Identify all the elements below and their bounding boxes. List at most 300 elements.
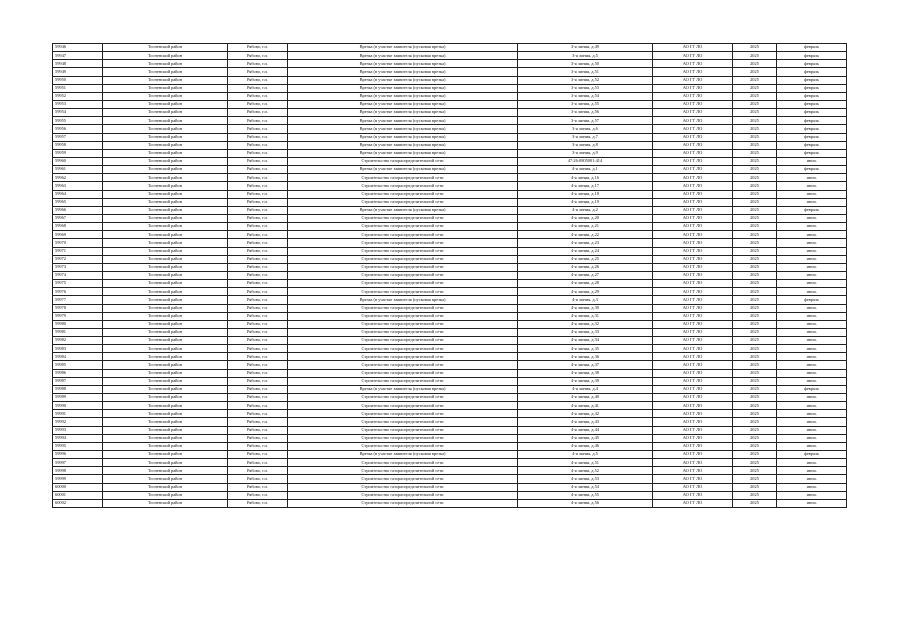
district-cell: Тосненский район: [103, 125, 228, 133]
table-row: [53, 133, 847, 141]
address-cell: 3-я линия, д.9: [518, 149, 653, 157]
work-type-cell: Строительство газораспределительной сети: [288, 288, 518, 296]
district-cell: Тосненский район: [103, 328, 228, 336]
year-cell: 2025: [733, 499, 777, 507]
settlement-cell: Рябово, г.п.: [228, 247, 288, 255]
district-cell: Тосненский район: [103, 182, 228, 190]
work-type-cell: Врезка (в участке заявителя (пусковая врезка): [288, 44, 518, 52]
district-cell: Тосненский район: [103, 467, 228, 475]
work-type-cell: Строительство газораспределительной сети: [288, 190, 518, 198]
row-id-cell: 59979: [53, 312, 103, 320]
settlement-cell: Рябово, г.п.: [228, 410, 288, 418]
contractor-cell: АО ГГ ЛО: [653, 198, 733, 206]
year-cell: 2025: [733, 426, 777, 434]
contractor-cell: АО ГГ ЛО: [653, 174, 733, 182]
table-row: [53, 288, 847, 296]
address-cell: 3-я линия, д.8: [518, 141, 653, 149]
row-id-cell: 59950: [53, 76, 103, 84]
month-cell: июль: [777, 418, 847, 426]
year-cell: 2025: [733, 206, 777, 214]
settlement-cell: Рябово, г.п.: [228, 467, 288, 475]
contractor-cell: АО ГГ ЛО: [653, 418, 733, 426]
row-id-cell: 59997: [53, 459, 103, 467]
settlement-cell: Рябово, г.п.: [228, 76, 288, 84]
row-id-cell: 59996: [53, 451, 103, 459]
work-type-cell: Врезка (в участке заявителя (пусковая врезка): [288, 166, 518, 174]
settlement-cell: Рябово, г.п.: [228, 369, 288, 377]
row-id-cell: 59963: [53, 182, 103, 190]
work-type-cell: Строительство газораспределительной сети: [288, 337, 518, 345]
settlement-cell: Рябово, г.п.: [228, 402, 288, 410]
row-id-cell: 60002: [53, 499, 103, 507]
month-cell: июль: [777, 402, 847, 410]
address-cell: 4-я линия, д.35: [518, 345, 653, 353]
work-type-cell: Врезка (в участке заявителя (пусковая врезка): [288, 52, 518, 60]
table-row: [53, 410, 847, 418]
table-row: [53, 394, 847, 402]
address-cell: 4-я линия, д.43: [518, 418, 653, 426]
address-cell: 4-я линия, д.31: [518, 312, 653, 320]
row-id-cell: 59976: [53, 288, 103, 296]
month-cell: июль: [777, 231, 847, 239]
year-cell: 2025: [733, 255, 777, 263]
year-cell: 2025: [733, 296, 777, 304]
month-cell: июль: [777, 312, 847, 320]
year-cell: 2025: [733, 247, 777, 255]
month-cell: июль: [777, 337, 847, 345]
table-row: [53, 198, 847, 206]
month-cell: июль: [777, 361, 847, 369]
table-row: [53, 263, 847, 271]
year-cell: 2025: [733, 76, 777, 84]
district-cell: Тосненский район: [103, 198, 228, 206]
contractor-cell: АО ГГ ЛО: [653, 231, 733, 239]
year-cell: 2025: [733, 125, 777, 133]
month-cell: июль: [777, 320, 847, 328]
year-cell: 2025: [733, 442, 777, 450]
district-cell: Тосненский район: [103, 157, 228, 165]
settlement-cell: Рябово, г.п.: [228, 157, 288, 165]
table-row: [53, 239, 847, 247]
address-cell: 4-я линия, д.28: [518, 280, 653, 288]
table-row: [53, 182, 847, 190]
contractor-cell: АО ГГ ЛО: [653, 125, 733, 133]
month-cell: июль: [777, 157, 847, 165]
work-type-cell: Строительство газораспределительной сети: [288, 328, 518, 336]
contractor-cell: АО ГГ ЛО: [653, 149, 733, 157]
year-cell: 2025: [733, 361, 777, 369]
contractor-cell: АО ГГ ЛО: [653, 377, 733, 385]
month-cell: июль: [777, 434, 847, 442]
address-cell: 4-я линия, д.56: [518, 499, 653, 507]
settlement-cell: Рябово, г.п.: [228, 442, 288, 450]
year-cell: 2025: [733, 141, 777, 149]
district-cell: Тосненский район: [103, 117, 228, 125]
district-cell: Тосненский район: [103, 320, 228, 328]
table-row: [53, 166, 847, 174]
row-id-cell: 59959: [53, 149, 103, 157]
work-type-cell: Врезка (в участке заявителя (пусковая врезка): [288, 206, 518, 214]
table-row: [53, 491, 847, 499]
table-row: [53, 402, 847, 410]
district-cell: Тосненский район: [103, 353, 228, 361]
settlement-cell: Рябово, г.п.: [228, 149, 288, 157]
row-id-cell: 59953: [53, 100, 103, 108]
address-cell: 4-я линия, д.54: [518, 483, 653, 491]
year-cell: 2025: [733, 68, 777, 76]
contractor-cell: АО ГГ ЛО: [653, 394, 733, 402]
year-cell: 2025: [733, 157, 777, 165]
month-cell: июль: [777, 499, 847, 507]
settlement-cell: Рябово, г.п.: [228, 263, 288, 271]
work-type-cell: Строительство газораспределительной сети: [288, 214, 518, 222]
work-type-cell: Врезка (в участке заявителя (пусковая врезка): [288, 296, 518, 304]
table-row: [53, 434, 847, 442]
year-cell: 2025: [733, 223, 777, 231]
settlement-cell: Рябово, г.п.: [228, 394, 288, 402]
contractor-cell: АО ГГ ЛО: [653, 345, 733, 353]
year-cell: 2025: [733, 304, 777, 312]
table-row: [53, 483, 847, 491]
month-cell: февраль: [777, 206, 847, 214]
address-cell: 4-я линия, д.51: [518, 459, 653, 467]
settlement-cell: Рябово, г.п.: [228, 451, 288, 459]
address-cell: 4-я линия, д.52: [518, 467, 653, 475]
month-cell: февраль: [777, 60, 847, 68]
month-cell: июль: [777, 182, 847, 190]
month-cell: февраль: [777, 166, 847, 174]
month-cell: февраль: [777, 117, 847, 125]
settlement-cell: Рябово, г.п.: [228, 117, 288, 125]
table-row: [53, 426, 847, 434]
district-cell: Тосненский район: [103, 149, 228, 157]
settlement-cell: Рябово, г.п.: [228, 418, 288, 426]
contractor-cell: АО ГГ ЛО: [653, 117, 733, 125]
month-cell: февраль: [777, 68, 847, 76]
month-cell: февраль: [777, 385, 847, 393]
month-cell: февраль: [777, 52, 847, 60]
row-id-cell: 59989: [53, 394, 103, 402]
row-id-cell: 59947: [53, 52, 103, 60]
address-cell: 4-я линия, д.44: [518, 426, 653, 434]
settlement-cell: Рябово, г.п.: [228, 434, 288, 442]
work-type-cell: Строительство газораспределительной сети: [288, 483, 518, 491]
district-cell: Тосненский район: [103, 231, 228, 239]
month-cell: июль: [777, 247, 847, 255]
work-type-cell: Врезка (в участке заявителя (пусковая врезка): [288, 84, 518, 92]
year-cell: 2025: [733, 198, 777, 206]
year-cell: 2025: [733, 231, 777, 239]
year-cell: 2025: [733, 483, 777, 491]
row-id-cell: 59977: [53, 296, 103, 304]
district-cell: Тосненский район: [103, 174, 228, 182]
month-cell: июль: [777, 288, 847, 296]
year-cell: 2025: [733, 100, 777, 108]
district-cell: Тосненский район: [103, 418, 228, 426]
table-row: [53, 475, 847, 483]
table-row: [53, 157, 847, 165]
row-id-cell: 59980: [53, 320, 103, 328]
month-cell: июль: [777, 345, 847, 353]
settlement-cell: Рябово, г.п.: [228, 166, 288, 174]
month-cell: февраль: [777, 451, 847, 459]
contractor-cell: АО ГГ ЛО: [653, 239, 733, 247]
address-cell: 4-я линия, д.2: [518, 206, 653, 214]
settlement-cell: Рябово, г.п.: [228, 288, 288, 296]
year-cell: 2025: [733, 44, 777, 52]
table-row: [53, 149, 847, 157]
row-id-cell: 59973: [53, 263, 103, 271]
settlement-cell: Рябово, г.п.: [228, 304, 288, 312]
work-type-cell: Строительство газораспределительной сети: [288, 361, 518, 369]
contractor-cell: АО ГГ ЛО: [653, 52, 733, 60]
district-cell: Тосненский район: [103, 141, 228, 149]
month-cell: июль: [777, 410, 847, 418]
address-cell: 4-я линия, д.22: [518, 231, 653, 239]
work-type-cell: Врезка (в участке заявителя (пусковая врезка): [288, 125, 518, 133]
address-cell: 4-я линия, д.4: [518, 385, 653, 393]
settlement-cell: Рябово, г.п.: [228, 475, 288, 483]
district-cell: Тосненский район: [103, 410, 228, 418]
settlement-cell: Рябово, г.п.: [228, 296, 288, 304]
contractor-cell: АО ГГ ЛО: [653, 361, 733, 369]
year-cell: 2025: [733, 385, 777, 393]
district-cell: Тосненский район: [103, 44, 228, 52]
contractor-cell: АО ГГ ЛО: [653, 255, 733, 263]
address-cell: 4-я линия, д.1: [518, 166, 653, 174]
year-cell: 2025: [733, 394, 777, 402]
work-type-cell: Строительство газораспределительной сети: [288, 271, 518, 279]
contractor-cell: АО ГГ ЛО: [653, 84, 733, 92]
contractor-cell: АО ГГ ЛО: [653, 166, 733, 174]
year-cell: 2025: [733, 369, 777, 377]
work-type-cell: Строительство газораспределительной сети: [288, 434, 518, 442]
row-id-cell: 59966: [53, 206, 103, 214]
work-type-cell: Врезка (в участке заявителя (пусковая врезка): [288, 117, 518, 125]
month-cell: июль: [777, 369, 847, 377]
settlement-cell: Рябово, г.п.: [228, 231, 288, 239]
work-type-cell: Врезка (в участке заявителя (пусковая врезка): [288, 60, 518, 68]
address-cell: 4-я линия, д.18: [518, 190, 653, 198]
work-type-cell: Строительство газораспределительной сети: [288, 312, 518, 320]
year-cell: 2025: [733, 117, 777, 125]
work-type-cell: Строительство газораспределительной сети: [288, 345, 518, 353]
contractor-cell: АО ГГ ЛО: [653, 92, 733, 100]
month-cell: февраль: [777, 125, 847, 133]
month-cell: июль: [777, 459, 847, 467]
settlement-cell: Рябово, г.п.: [228, 320, 288, 328]
contractor-cell: АО ГГ ЛО: [653, 214, 733, 222]
work-type-cell: Строительство газораспределительной сети: [288, 467, 518, 475]
row-id-cell: 59965: [53, 198, 103, 206]
address-cell: 3-я линия, д.7: [518, 133, 653, 141]
settlement-cell: Рябово, г.п.: [228, 206, 288, 214]
settlement-cell: Рябово, г.п.: [228, 271, 288, 279]
district-cell: Тосненский район: [103, 206, 228, 214]
table-row: [53, 320, 847, 328]
month-cell: июль: [777, 190, 847, 198]
table-row: [53, 353, 847, 361]
district-cell: Тосненский район: [103, 133, 228, 141]
contractor-cell: АО ГГ ЛО: [653, 385, 733, 393]
settlement-cell: Рябово, г.п.: [228, 44, 288, 52]
settlement-cell: Рябово, г.п.: [228, 385, 288, 393]
month-cell: июль: [777, 377, 847, 385]
work-type-cell: Строительство газораспределительной сети: [288, 182, 518, 190]
work-type-cell: Строительство газораспределительной сети: [288, 410, 518, 418]
year-cell: 2025: [733, 475, 777, 483]
table-row: [53, 52, 847, 60]
contractor-cell: АО ГГ ЛО: [653, 288, 733, 296]
district-cell: Тосненский район: [103, 288, 228, 296]
settlement-cell: Рябово, г.п.: [228, 353, 288, 361]
address-cell: 3-я линия, д.50: [518, 60, 653, 68]
contractor-cell: АО ГГ ЛО: [653, 459, 733, 467]
row-id-cell: 59957: [53, 133, 103, 141]
contractor-cell: АО ГГ ЛО: [653, 271, 733, 279]
district-cell: Тосненский район: [103, 76, 228, 84]
district-cell: Тосненский район: [103, 280, 228, 288]
row-id-cell: 59984: [53, 353, 103, 361]
work-type-cell: Врезка (в участке заявителя (пусковая врезка): [288, 385, 518, 393]
district-cell: Тосненский район: [103, 394, 228, 402]
contractor-cell: АО ГГ ЛО: [653, 100, 733, 108]
work-type-cell: Врезка (в участке заявителя (пусковая врезка): [288, 100, 518, 108]
work-type-cell: Врезка (в участке заявителя (пусковая врезка): [288, 76, 518, 84]
settlement-cell: Рябово, г.п.: [228, 223, 288, 231]
year-cell: 2025: [733, 263, 777, 271]
row-id-cell: 59993: [53, 426, 103, 434]
year-cell: 2025: [733, 418, 777, 426]
contractor-cell: АО ГГ ЛО: [653, 206, 733, 214]
address-cell: 4-я линия, д.20: [518, 214, 653, 222]
district-cell: Тосненский район: [103, 60, 228, 68]
month-cell: июль: [777, 263, 847, 271]
work-type-cell: Строительство газораспределительной сети: [288, 174, 518, 182]
row-id-cell: 59981: [53, 328, 103, 336]
district-cell: Тосненский район: [103, 271, 228, 279]
table-row: [53, 377, 847, 385]
table-body: [53, 44, 847, 508]
settlement-cell: Рябово, г.п.: [228, 190, 288, 198]
address-cell: 4-я линия, д.38: [518, 369, 653, 377]
row-id-cell: 59986: [53, 369, 103, 377]
work-type-cell: Строительство газораспределительной сети: [288, 394, 518, 402]
contractor-cell: АО ГГ ЛО: [653, 141, 733, 149]
settlement-cell: Рябово, г.п.: [228, 214, 288, 222]
table-row: [53, 174, 847, 182]
table-row: [53, 418, 847, 426]
address-cell: 4-я линия, д.21: [518, 223, 653, 231]
district-cell: Тосненский район: [103, 223, 228, 231]
district-cell: Тосненский район: [103, 263, 228, 271]
contractor-cell: АО ГГ ЛО: [653, 223, 733, 231]
address-cell: 47:26:0805001:414: [518, 157, 653, 165]
year-cell: 2025: [733, 377, 777, 385]
settlement-cell: Рябово, г.п.: [228, 328, 288, 336]
table-row: [53, 247, 847, 255]
settlement-cell: Рябово, г.п.: [228, 68, 288, 76]
contractor-cell: АО ГГ ЛО: [653, 60, 733, 68]
work-type-cell: Врезка (в участке заявителя (пусковая врезка): [288, 141, 518, 149]
work-type-cell: Строительство газораспределительной сети: [288, 304, 518, 312]
work-type-cell: Строительство газораспределительной сети: [288, 369, 518, 377]
table-row: [53, 44, 847, 52]
contractor-cell: АО ГГ ЛО: [653, 157, 733, 165]
year-cell: 2025: [733, 214, 777, 222]
table-row: [53, 231, 847, 239]
district-cell: Тосненский район: [103, 68, 228, 76]
work-type-cell: Строительство газораспределительной сети: [288, 442, 518, 450]
year-cell: 2025: [733, 410, 777, 418]
contractor-cell: АО ГГ ЛО: [653, 475, 733, 483]
settlement-cell: Рябово, г.п.: [228, 312, 288, 320]
contractor-cell: АО ГГ ЛО: [653, 68, 733, 76]
month-cell: февраль: [777, 109, 847, 117]
month-cell: июль: [777, 394, 847, 402]
district-cell: Тосненский район: [103, 377, 228, 385]
settlement-cell: Рябово, г.п.: [228, 133, 288, 141]
contractor-cell: АО ГГ ЛО: [653, 296, 733, 304]
contractor-cell: АО ГГ ЛО: [653, 369, 733, 377]
month-cell: февраль: [777, 149, 847, 157]
table-row: [53, 459, 847, 467]
row-id-cell: 59967: [53, 214, 103, 222]
month-cell: февраль: [777, 92, 847, 100]
table-row: [53, 223, 847, 231]
month-cell: февраль: [777, 141, 847, 149]
work-type-cell: Врезка (в участке заявителя (пусковая врезка): [288, 92, 518, 100]
row-id-cell: 59994: [53, 434, 103, 442]
year-cell: 2025: [733, 109, 777, 117]
district-cell: Тосненский район: [103, 190, 228, 198]
address-cell: 3-я линия, д.6: [518, 125, 653, 133]
month-cell: февраль: [777, 44, 847, 52]
work-type-cell: Строительство газораспределительной сети: [288, 499, 518, 507]
table-row: [53, 214, 847, 222]
address-cell: 4-я линия, д.40: [518, 394, 653, 402]
district-cell: Тосненский район: [103, 402, 228, 410]
year-cell: 2025: [733, 337, 777, 345]
month-cell: июль: [777, 483, 847, 491]
work-type-cell: Строительство газораспределительной сети: [288, 263, 518, 271]
district-cell: Тосненский район: [103, 451, 228, 459]
table-row: [53, 141, 847, 149]
month-cell: июль: [777, 280, 847, 288]
settlement-cell: Рябово, г.п.: [228, 125, 288, 133]
contractor-cell: АО ГГ ЛО: [653, 280, 733, 288]
month-cell: июль: [777, 223, 847, 231]
row-id-cell: 59968: [53, 223, 103, 231]
district-cell: Тосненский район: [103, 369, 228, 377]
year-cell: 2025: [733, 491, 777, 499]
district-cell: Тосненский район: [103, 296, 228, 304]
row-id-cell: 59951: [53, 84, 103, 92]
district-cell: Тосненский район: [103, 345, 228, 353]
month-cell: февраль: [777, 84, 847, 92]
month-cell: февраль: [777, 76, 847, 84]
row-id-cell: 59952: [53, 92, 103, 100]
month-cell: июль: [777, 255, 847, 263]
row-id-cell: 59946: [53, 44, 103, 52]
work-type-cell: Строительство газораспределительной сети: [288, 157, 518, 165]
table-row: [53, 76, 847, 84]
table-row: [53, 369, 847, 377]
year-cell: 2025: [733, 459, 777, 467]
address-cell: 3-я линия, д.54: [518, 92, 653, 100]
address-cell: 4-я линия, д.26: [518, 263, 653, 271]
district-cell: Тосненский район: [103, 337, 228, 345]
